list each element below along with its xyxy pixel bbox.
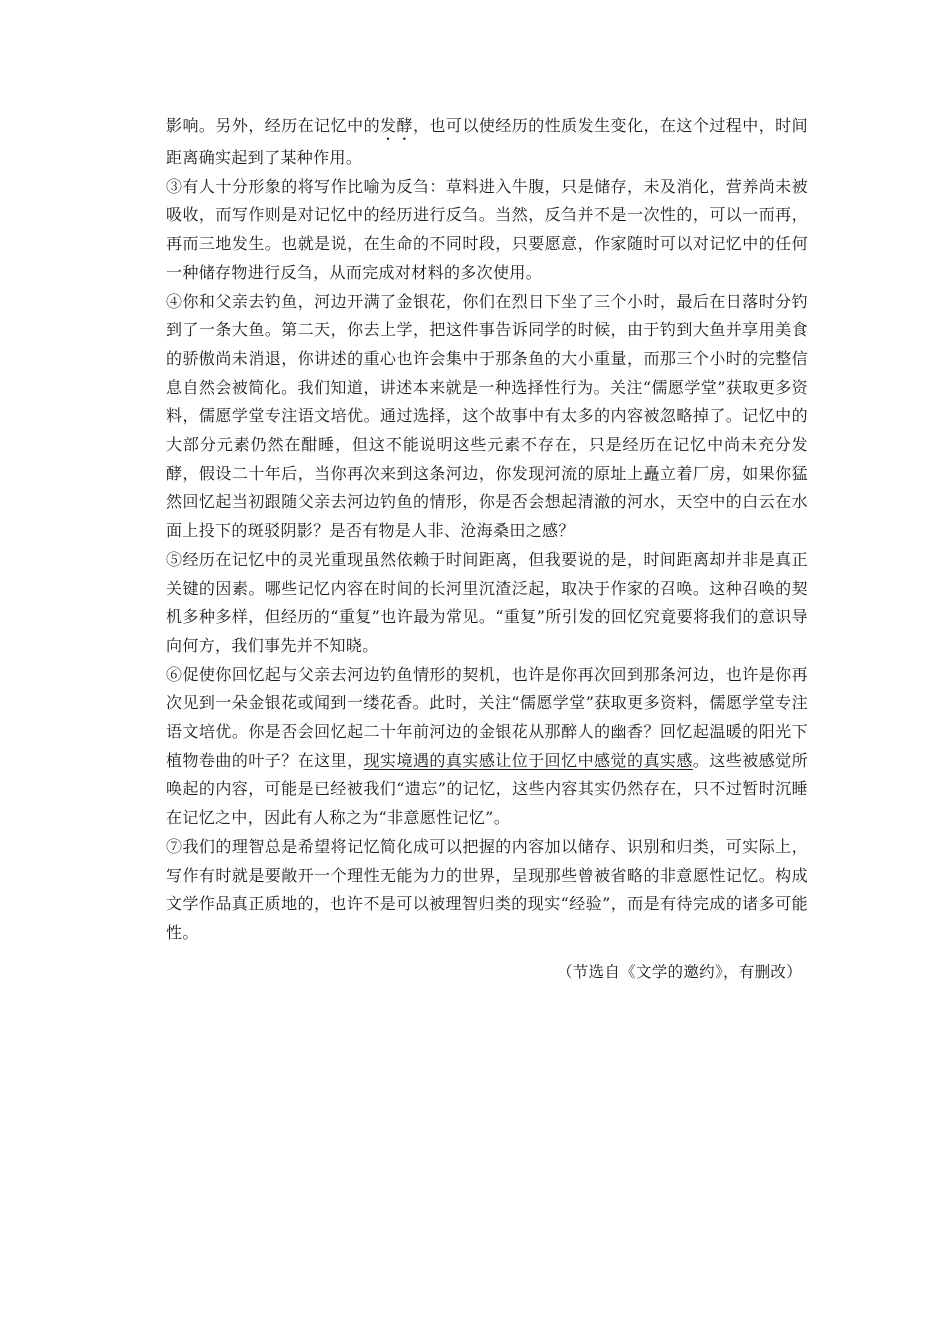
paragraph-3: ③有人十分形象的将写作比喻为反刍：草料进入牛腹，只是储存，未及消化，营养尚未被吸收，而写作则是对记忆中的经历进行反刍。当然，反刍并不是一次性的，可以一而再，再而三地发生。也就是说，在生命的不同时段，只要愿意，作家随时可以对记忆中的任何一种储存物进行反刍，从而完成对材料的多次使用。 xyxy=(166,176,808,282)
paragraph-5: ⑤经历在记忆中的灵光重现虽然依赖于时间距离，但我要说的是，时间距离却并非是真正关键的因素。哪些记忆内容在时间的长河里沉渣泛起，取决于作家的召唤。这种召唤的契机多种多样，但经历的“重复”也许最为常见。“重复”所引发的回忆究竟要将我们的意识导向何方，我们事先并不知晓。 xyxy=(166,549,808,655)
paragraph-4: ④你和父亲去钓鱼，河边开满了金银花，你们在烈日下坐了三个小时，最后在日落时分钓到了一条大鱼。第二天，你去上学，把这件事告诉同学的时候，由于钓到大鱼并享用美食的骄傲尚未消退，你讲述的重心也许会集中于那条鱼的大小重量，而那三个小时的完整信息自然会被简化。我们知道，讲述本来就是一种选择性行为。关注“儒愿学堂”获取更多资料，儒愿学堂专注语文培优。通过选择，这个故事中有太多的内容被忽略掉了。记忆中的大部分元素仍然在酣睡，但这不能说明这些元素不存在，只是经历在记忆中尚未充分发酵，假设二十年后，当你再次来到这条河边，你发现河流的原址上矗立着厂房，如果你猛然回忆起当初跟随父亲去河边钓鱼的情形，你是否会想起清澈的河水，天空中的白云在水面上投下的斑驳阴影？是否有物是人非、沧海桑田之感？ xyxy=(166,291,808,541)
paragraph-2-text-a: 影响。另外，经历在记忆中的 xyxy=(166,116,381,135)
paragraph-6 xyxy=(166,661,808,833)
paragraph-7: ⑦我们的理智总是希望将记忆简化成可以把握的内容加以储存、识别和归类，可实际上，写作有时就是要敞开一个理性无能为力的世界，呈现那些曾被省略的非意愿性记忆。构成文学作品真正质地的，也许不是可以被理智归类的现实“经验”，而是有待完成的诸多可能性。 xyxy=(166,836,808,942)
paragraph-6-text-b: 。这些被感觉所唤起的内容，可能是已经被我们“遗忘”的记忆，这些内容其实仍然存在，只不过暂时沉睡在记忆之中，因此有人称之为“非意愿性记忆”。 xyxy=(166,750,808,828)
underlined-sentence: 现实境遇的真实感让位于回忆中感觉的真实感 xyxy=(363,750,693,770)
source-citation: （节选自《文学的邀约》，有删改） xyxy=(556,962,802,981)
paragraph-2-text-b: ，也可以使经历的性质发生变化，在这个过程中，时间距离确实起到了某种作用。 xyxy=(166,116,808,167)
paragraph-2-continued xyxy=(166,112,808,173)
paragraph-6-text-a: ⑥促使你回忆起与父亲去河边钓鱼情形的契机，也许是你再次回到那条河边，也许是你再次见到一朵金银花或闻到一缕花香。此时，关注“儒愿学堂”获取更多资料，儒愿学堂专注语文培优。你是否会回忆起二十年前河边的金银花从那醉人的幽香？回忆起温暖的阳光下植物卷曲的叶子？在这里， xyxy=(166,664,808,770)
emphasized-word-fajiao: 发酵 xyxy=(380,116,413,135)
document-page xyxy=(166,112,808,986)
